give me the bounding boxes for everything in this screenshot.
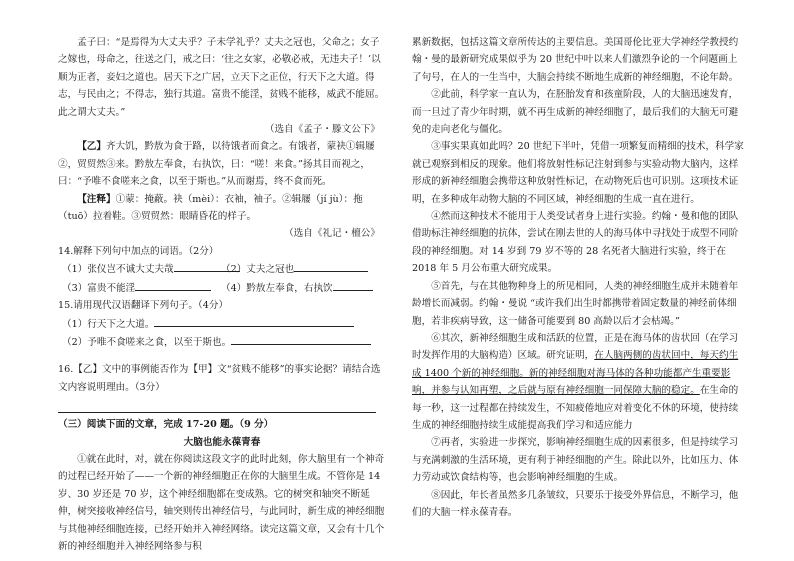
q14-item-1: （1）张仪岂不诚大丈夫哉 xyxy=(62,260,221,278)
article-paragraph-3: ③事实果真如此吗？20 世纪下半叶，凭借一项繁复而精细的技术，科学家就已观察到相反的现象。他们将放射性标记注射到参与实验动物大脑内，这样形成的新神经细胞会携带这种放射性标记，在动物死后也可识别。这项技术证明，在多种成年动物大脑的不同区域，神经细胞的生成一直在进行。 xyxy=(412,141,744,205)
notes-text: ①蒙：掩蔽。袂（mèi）：衣袖，袖子。②辑屦（jí jù）：拖（tuō）拉着鞋。③贸贸然：眼睛昏花的样子。 xyxy=(58,193,363,223)
q16-answer-line[interactable] xyxy=(58,398,376,413)
q16-prompt: 16.【乙】文中的事例能否作为【甲】文“贫贱不能移”的事实论据？请结合选文内容说明理由。（3分） xyxy=(58,364,381,393)
q15-prompt: 15.请用现代汉语翻译下列句子。（4分） xyxy=(58,300,229,312)
answer-blank[interactable] xyxy=(294,260,368,272)
article-paragraph-1-cont: 累新数据，包括这篇文章所传达的主要信息。美国哥伦比亚大学神经学教授约翰・曼的最新研究成果似乎为 20 世纪中叶以来人们激烈争论的一个问题画上了句号，在人的一生当中，大脑会持续不断地生成新的神经细胞，不论年龄。 xyxy=(412,37,739,83)
answer-blank[interactable] xyxy=(154,315,354,327)
answer-blank[interactable] xyxy=(231,333,371,345)
q14-prompt: 14.解释下列句中加点的词语。（2分） xyxy=(58,245,219,257)
q15-item-1: （1）行天下之大道。 xyxy=(58,315,386,333)
q15-item-2: （2）予唯不食嗟来之食，以至于斯也。 xyxy=(58,333,386,351)
article-paragraph-4: ④然而这种技术不能用于人类受试者身上进行实验。约翰・曼和他的团队借助标注神经细胞的抗体，尝试在刚去世的人的海马体中寻找处于成型不同阶段的神经细胞。对 14 岁到 79 岁不等的 28 名死者大脑进行实验，终于在 2018 年 5 月公布重大研究成果。 xyxy=(412,211,739,275)
q14-item-2: （2）丈夫之冠也 xyxy=(221,260,380,278)
article-paragraph-2: ②此前，科学家一直认为，在胚胎发育和孩童阶段，人的大脑迅速发育，而一旦过了青少年时期，就不再生成新的神经细胞了，最后我们的大脑无可避免的走向老化与僵化。 xyxy=(412,89,739,136)
article-paragraph-1: ①就在此时，对，就在你阅读这段文字的此时此刻，你大脑里有一个神奇的过程已经开始了——一个新的神经细胞正在你的大脑里生成。不管你是 14 岁、30 岁还是 70 岁，这个神经细胞都在变成熟。它的树突和轴突不断延伸，树突接收神经信号，轴突则传出神经信号，与此同时，新生成的神经细胞与其他神经细胞连接，已经开始并入神经网络。读完这篇文章，又会有十几个新的神经细胞并入神经网络参与积 xyxy=(58,453,385,552)
yi-passage xyxy=(58,138,386,190)
notes xyxy=(58,191,386,226)
jia-source: （选自《孟子・滕文公下》 xyxy=(264,124,380,136)
q14-item-4: （4）黔敖左奉食，右执饮 xyxy=(221,279,380,297)
article-paragraph-6: ⑥其次，新神经细胞生成和活跃的位置，正是在海马体的齿状回（在学习时发挥作用的大脑构造）区域。研究证明，在人脑两侧的齿状回中，每天约生成 1400 个新的神经细胞。新的神经细胞对海马体的各种功能都产生重要影响，并参与认知再塑，之后就与原有神经细胞一同保障大脑的稳定。在生命的每一秒，这一过程都在持续发生，不知疲倦地应对着变化不休的环境，使持续生成的神经细胞持续生成能提高我们学习和适应能力 xyxy=(412,332,739,431)
yi-label: 【乙】 xyxy=(77,141,106,153)
section3-heading: （三）阅读下面的文章，完成 17-20 题。（9 分） xyxy=(58,419,274,431)
q14-item-3: （3）富贵不能淫 xyxy=(62,279,221,297)
left-column xyxy=(58,34,386,555)
underlined-sentence: 在人脑两侧的齿状回中，每天约生成 1400 个新的神经细胞。新的神经细胞对海马体的各种功能都产生重要影响，并参与认知再塑，之后就与原有神经细胞一同保障大脑的稳定。 xyxy=(412,350,739,397)
notes-label: 【注释】 xyxy=(77,193,116,205)
article-title: 大脑也能永葆青春 xyxy=(183,436,261,448)
article-paragraph-7: ⑦再者，实验进一步探究，影响神经细胞生成的因素很多，但是持续学习与充满刺激的生活环境，更有利于神经细胞的产生。除此以外，比如压力、体力劳动或饮食结构等，也会影响神经细胞的生成。 xyxy=(412,437,739,484)
answer-blank[interactable] xyxy=(333,279,373,291)
article-paragraph-5: ⑤首先，与在其他物种身上的所见相同，人类的神经细胞生成并未随着年龄增长而减弱。约翰・曼说 “或许我们出生时都携带着固定数量的神经前体细胞，若非疾病导致，这一储备可能要到 80 高龄以后才会枯竭。” xyxy=(412,280,739,327)
right-column xyxy=(412,34,744,521)
q14-row-1 xyxy=(58,260,386,278)
q14-row-2 xyxy=(58,279,386,297)
answer-blank[interactable] xyxy=(135,279,211,291)
yi-text: 齐大饥，黔敖为食于路，以待饿者而食之。有饿者，蒙袂①辑屦②，贸贸然③来。黔敖左奉食，右执饮，曰：“嗟！来食。”扬其目而视之，曰：“予唯不食嗟来之食，以至于斯也。”从而谢焉，终不食而死。 xyxy=(58,141,375,188)
jia-passage: 孟子曰：“是焉得为大丈夫乎？子未学礼乎？丈夫之冠也，父命之；女子之嫁也，母命之，往送之门，戒之曰：‘往之女家，必敬必戒，无违夫子！’以顺为正者，妾妇之道也。居天下之广居，立天下之正位，行天下之大道。得志，与民由之；不得志，独行其道。富贵不能淫，贫贱不能移，威武不能屈。此之谓大丈夫。” xyxy=(58,37,385,118)
yi-source: （选自《礼记・檀公》 xyxy=(284,228,380,240)
article-paragraph-8: ⑧因此，年长者虽然多几条皱纹，只要乐于接受外界信息，不断学习，他们的大脑一样永葆青春。 xyxy=(412,489,739,518)
